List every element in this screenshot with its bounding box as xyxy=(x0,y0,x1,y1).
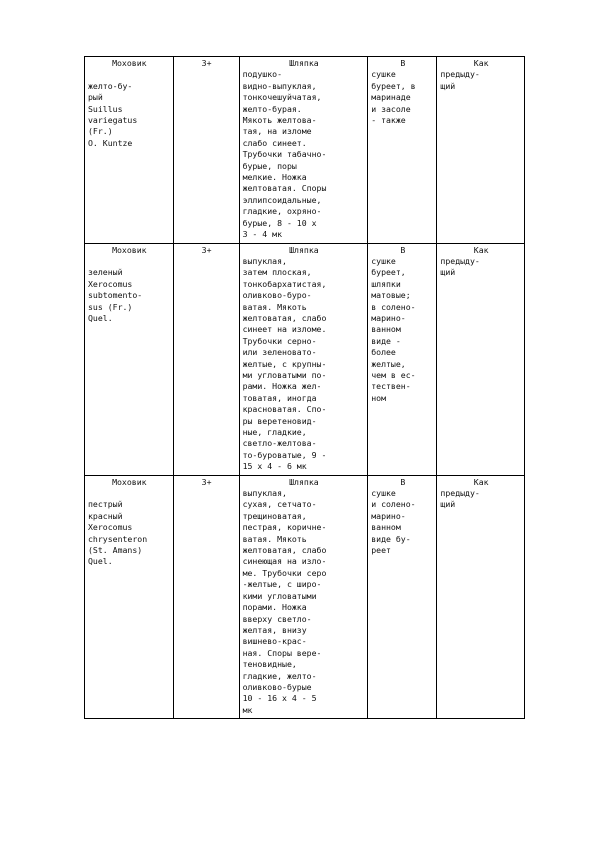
category-cell xyxy=(173,243,239,475)
spacer xyxy=(88,488,171,499)
preparation-cell xyxy=(368,243,437,475)
description-cell xyxy=(239,475,368,719)
description-text: выпуклая, затем плоская, тонкобархатистая, оливково-буро- ватая. Мякоть желтоватая, слабо синеет на изломе. Трубочки серно- или зеленовато- желтые, с крупны- ми угловатыми по- рами. Ножка жел- товатая, иногда красноватая. Спо- ры веретеновид- ные, гладкие, светло-желтова- то-буроватые, 9 - 15 х 4 - 6 мк xyxy=(242,255,327,472)
table-row xyxy=(85,475,525,719)
table-row xyxy=(85,57,525,244)
note-heading: Как xyxy=(473,244,489,255)
category-value: 3+ xyxy=(201,244,212,255)
category-cell xyxy=(173,57,239,244)
preparation-heading: В xyxy=(400,244,406,255)
species-genus: Моховик xyxy=(112,58,147,68)
species-name-cell xyxy=(85,243,174,475)
description-cell xyxy=(239,57,368,244)
spacer xyxy=(88,256,171,267)
note-cell xyxy=(437,57,525,244)
spacer xyxy=(88,69,171,80)
species-genus: Моховик xyxy=(112,476,147,487)
species-name: зеленый Xerocomus subtomento- sus (Fr.) Quel. xyxy=(88,267,143,323)
description-heading: Шляпка xyxy=(289,58,319,68)
species-name-cell xyxy=(85,57,174,244)
note-cell xyxy=(437,243,525,475)
description-cell xyxy=(239,243,368,475)
description-text: выпуклая, сухая, сетчато- трещиноватая, пестрая, коричне- ватая. Мякоть желтоватая, слабо синеющая на изло- ме. Трубочки серо -желтые, с широ- кими угловатыми порами. Ножка вверху светло- желтая, внизу вишнево-крас- ная. Споры вере- теновидные, гладкие, желто- оливково-бурые 10 - 16 х 4 - 5 мк xyxy=(242,488,327,715)
note-text: предыду- щий xyxy=(440,488,480,510)
description-heading: Шляпка xyxy=(289,244,319,255)
species-name-cell xyxy=(85,475,174,719)
species-genus: Моховик xyxy=(112,244,147,255)
note-cell xyxy=(437,475,525,719)
preparation-heading: В xyxy=(400,476,406,487)
note-text: предыду- щий xyxy=(440,255,480,278)
table-row xyxy=(85,243,525,475)
preparation-text: сушке буреет, в маринаде и засоле - также xyxy=(371,69,416,126)
species-name: желто-бу- рый Suillus variegatus (Fr.) O. Kuntze xyxy=(88,80,138,148)
mushroom-table xyxy=(84,56,525,719)
description-heading: Шляпка xyxy=(289,476,319,487)
preparation-text: сушке буреет, шляпки матовые; в солено- марино- ванном виде - более желтые, чем в ес- тествен- ном xyxy=(371,255,416,403)
note-text: предыду- щий xyxy=(440,69,480,91)
preparation-cell xyxy=(368,57,437,244)
description-text: подушко- видно-выпуклая, тонкочешуйчатая, желто-бурая. Мякоть желтова- тая, на изломе слабо синеет. Трубочки табачно- бурые, поры мелкие. Ножка желтоватая. Споры эллипсоидальные, гладкие, охряно- бурые, 8 - 10 х 3 - 4 мк xyxy=(242,69,327,240)
species-name: пестрый красный Xerocomus chrysenteron (St. Amans) Quel. xyxy=(88,499,148,567)
category-value: 3+ xyxy=(201,476,212,487)
category-cell xyxy=(173,475,239,719)
note-heading: Как xyxy=(473,58,489,68)
preparation-cell xyxy=(368,475,437,719)
note-heading: Как xyxy=(473,476,489,487)
category-value: 3+ xyxy=(201,58,212,68)
preparation-heading: В xyxy=(400,58,406,68)
preparation-text: сушке и солено- марино- ванном виде бу- реет xyxy=(371,488,416,556)
